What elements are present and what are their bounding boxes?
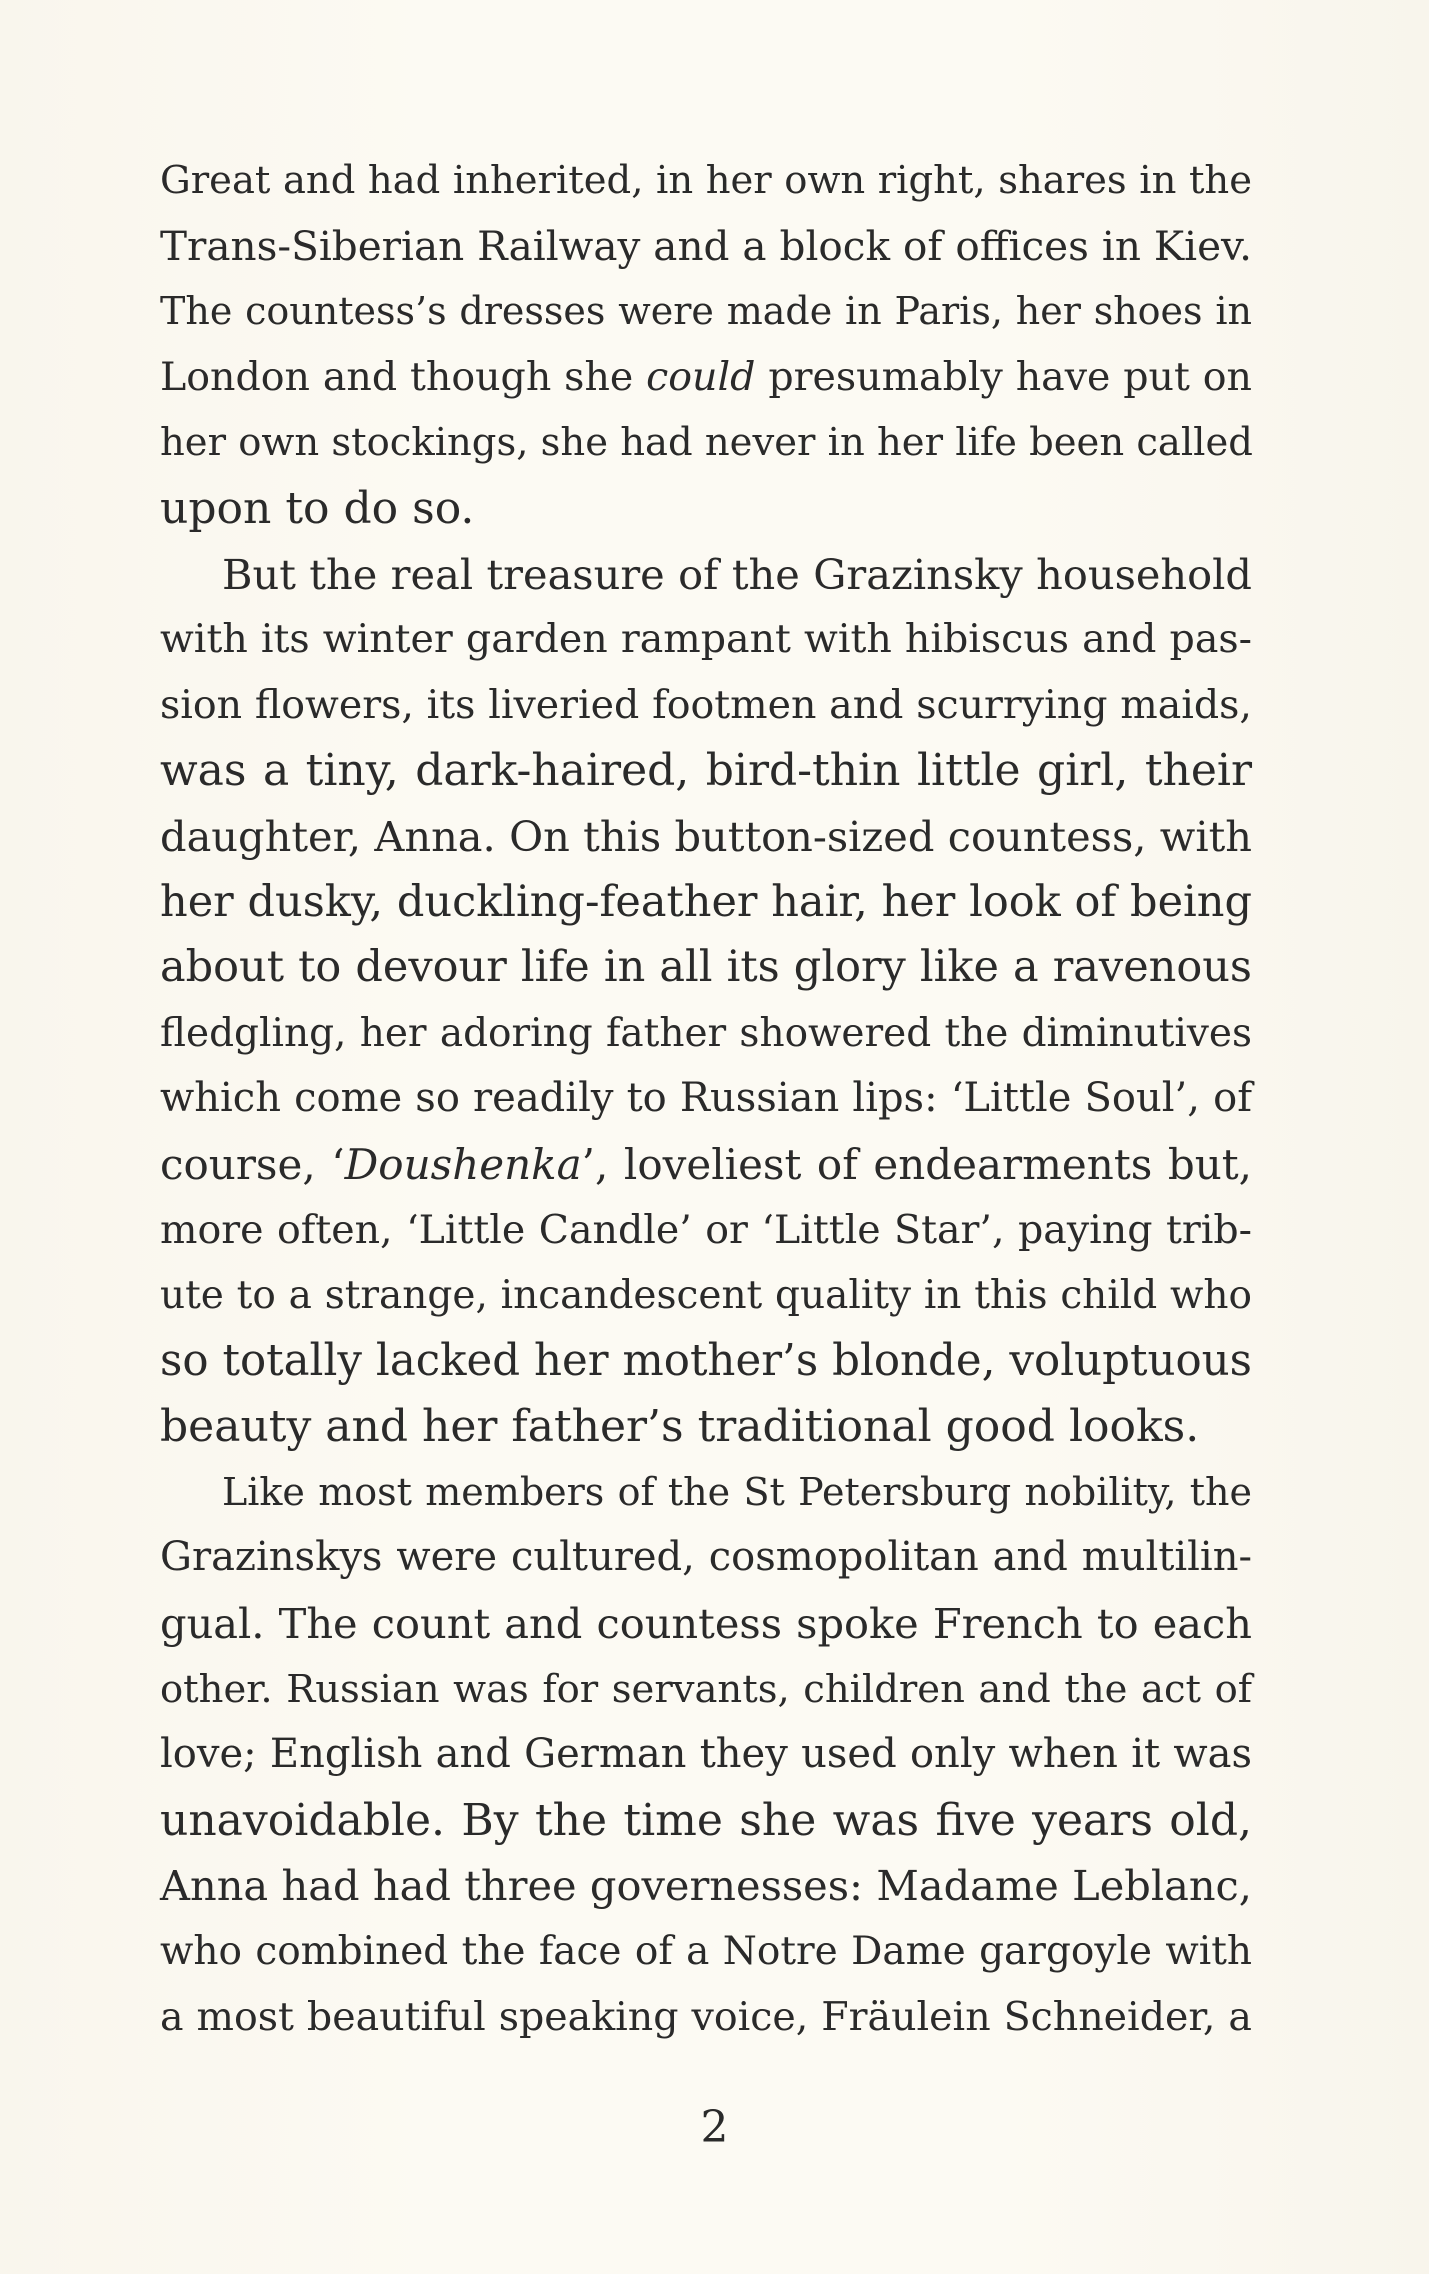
text-line bbox=[160, 673, 1252, 739]
text-line bbox=[160, 476, 1252, 542]
text-line bbox=[160, 1460, 1252, 1526]
text-segment: her dusky, duckling-feather hair, her look of being bbox=[160, 876, 1252, 927]
text-line bbox=[160, 1001, 1252, 1067]
text-line bbox=[160, 1853, 1252, 1919]
text-segment: other. Russian was for servants, children and the act of bbox=[160, 1666, 1252, 1712]
text-line bbox=[160, 1657, 1252, 1723]
text-segment: presumably have put on bbox=[755, 353, 1252, 400]
text-segment: love; English and German they used only when it was bbox=[160, 1731, 1252, 1778]
text-line bbox=[160, 1198, 1252, 1264]
text-line bbox=[160, 1985, 1252, 2051]
paragraph bbox=[160, 542, 1252, 1460]
text-segment: Anna had had three governesses: Madame Leblanc, bbox=[160, 1861, 1252, 1911]
text-line bbox=[160, 345, 1252, 411]
text-line bbox=[160, 214, 1252, 280]
paragraph bbox=[160, 148, 1252, 542]
text-line bbox=[160, 1919, 1252, 1985]
text-segment: London and though she bbox=[160, 353, 647, 400]
text-line bbox=[160, 1329, 1252, 1395]
text-line bbox=[160, 1525, 1252, 1591]
italic-text: Doushenka bbox=[344, 1139, 582, 1189]
text-line bbox=[160, 410, 1252, 476]
text-segment: gual. The count and countess spoke French to each bbox=[160, 1599, 1252, 1649]
text-segment: unavoidable. By the time she was five years old, bbox=[160, 1794, 1252, 1846]
text-segment: ute to a strange, incandescent quality in this child who bbox=[160, 1273, 1252, 1319]
text-segment: Great and had inherited, in her own right, shares in the bbox=[160, 158, 1252, 203]
text-line bbox=[160, 804, 1252, 870]
text-line bbox=[160, 1263, 1252, 1329]
text-segment: beauty and her father’s traditional good looks. bbox=[160, 1401, 1200, 1453]
text-segment: Like most members of the St Petersburg nobility, the bbox=[222, 1469, 1252, 1514]
text-segment: Grazinskys were cultured, cosmopolitan and multilin- bbox=[160, 1534, 1252, 1581]
text-segment: so totally lacked her mother’s blonde, voluptuous bbox=[160, 1335, 1252, 1386]
text-line bbox=[160, 1394, 1252, 1460]
text-line bbox=[160, 279, 1252, 345]
page-number: 2 bbox=[700, 2102, 729, 2153]
text-line bbox=[160, 607, 1252, 673]
text-segment: The countess’s dresses were made in Paris, her shoes in bbox=[160, 289, 1252, 334]
text-segment: Trans-Siberian Railway and a block of offices in Kiev. bbox=[160, 221, 1252, 270]
text-segment: course, ‘ bbox=[160, 1139, 345, 1189]
text-segment: with its winter garden rampant with hibiscus and pas- bbox=[160, 616, 1252, 663]
text-line bbox=[160, 1066, 1252, 1132]
text-segment: which come so readily to Russian lips: ‘Little Soul’, of bbox=[160, 1075, 1252, 1122]
text-line bbox=[160, 870, 1252, 936]
text-line bbox=[160, 1722, 1252, 1788]
text-segment: But the real treasure of the Grazinsky household bbox=[222, 549, 1252, 599]
body-text bbox=[160, 148, 1252, 2050]
text-segment: upon to do so. bbox=[160, 482, 475, 534]
text-segment: ’, loveliest of endearments but, bbox=[581, 1139, 1252, 1189]
text-line bbox=[160, 935, 1252, 1001]
text-line bbox=[160, 542, 1252, 608]
text-line bbox=[160, 738, 1252, 804]
text-line bbox=[160, 1788, 1252, 1854]
text-line bbox=[160, 1591, 1252, 1657]
text-segment: more often, ‘Little Candle’ or ‘Little Star’, paying trib- bbox=[160, 1206, 1252, 1253]
text-segment: was a tiny, dark-haired, bird-thin little girl, their bbox=[160, 745, 1252, 797]
text-line bbox=[160, 1132, 1252, 1198]
text-segment: who combined the face of a Notre Dame gargoyle with bbox=[160, 1929, 1252, 1975]
text-segment: fledgling, her adoring father showered the diminutives bbox=[160, 1010, 1252, 1056]
text-segment: sion flowers, its liveried footmen and scurrying maids, bbox=[160, 681, 1252, 728]
italic-text: could bbox=[646, 353, 756, 400]
text-segment: daughter, Anna. On this button-sized countess, with bbox=[160, 811, 1252, 861]
paragraph bbox=[160, 1460, 1252, 2050]
text-segment: her own stockings, she had never in her life been called bbox=[160, 420, 1253, 466]
text-line bbox=[160, 148, 1252, 214]
text-segment: a most beautiful speaking voice, Fräulein Schneider, a bbox=[160, 1993, 1252, 2040]
text-segment: about to devour life in all its glory like a ravenous bbox=[160, 942, 1252, 993]
